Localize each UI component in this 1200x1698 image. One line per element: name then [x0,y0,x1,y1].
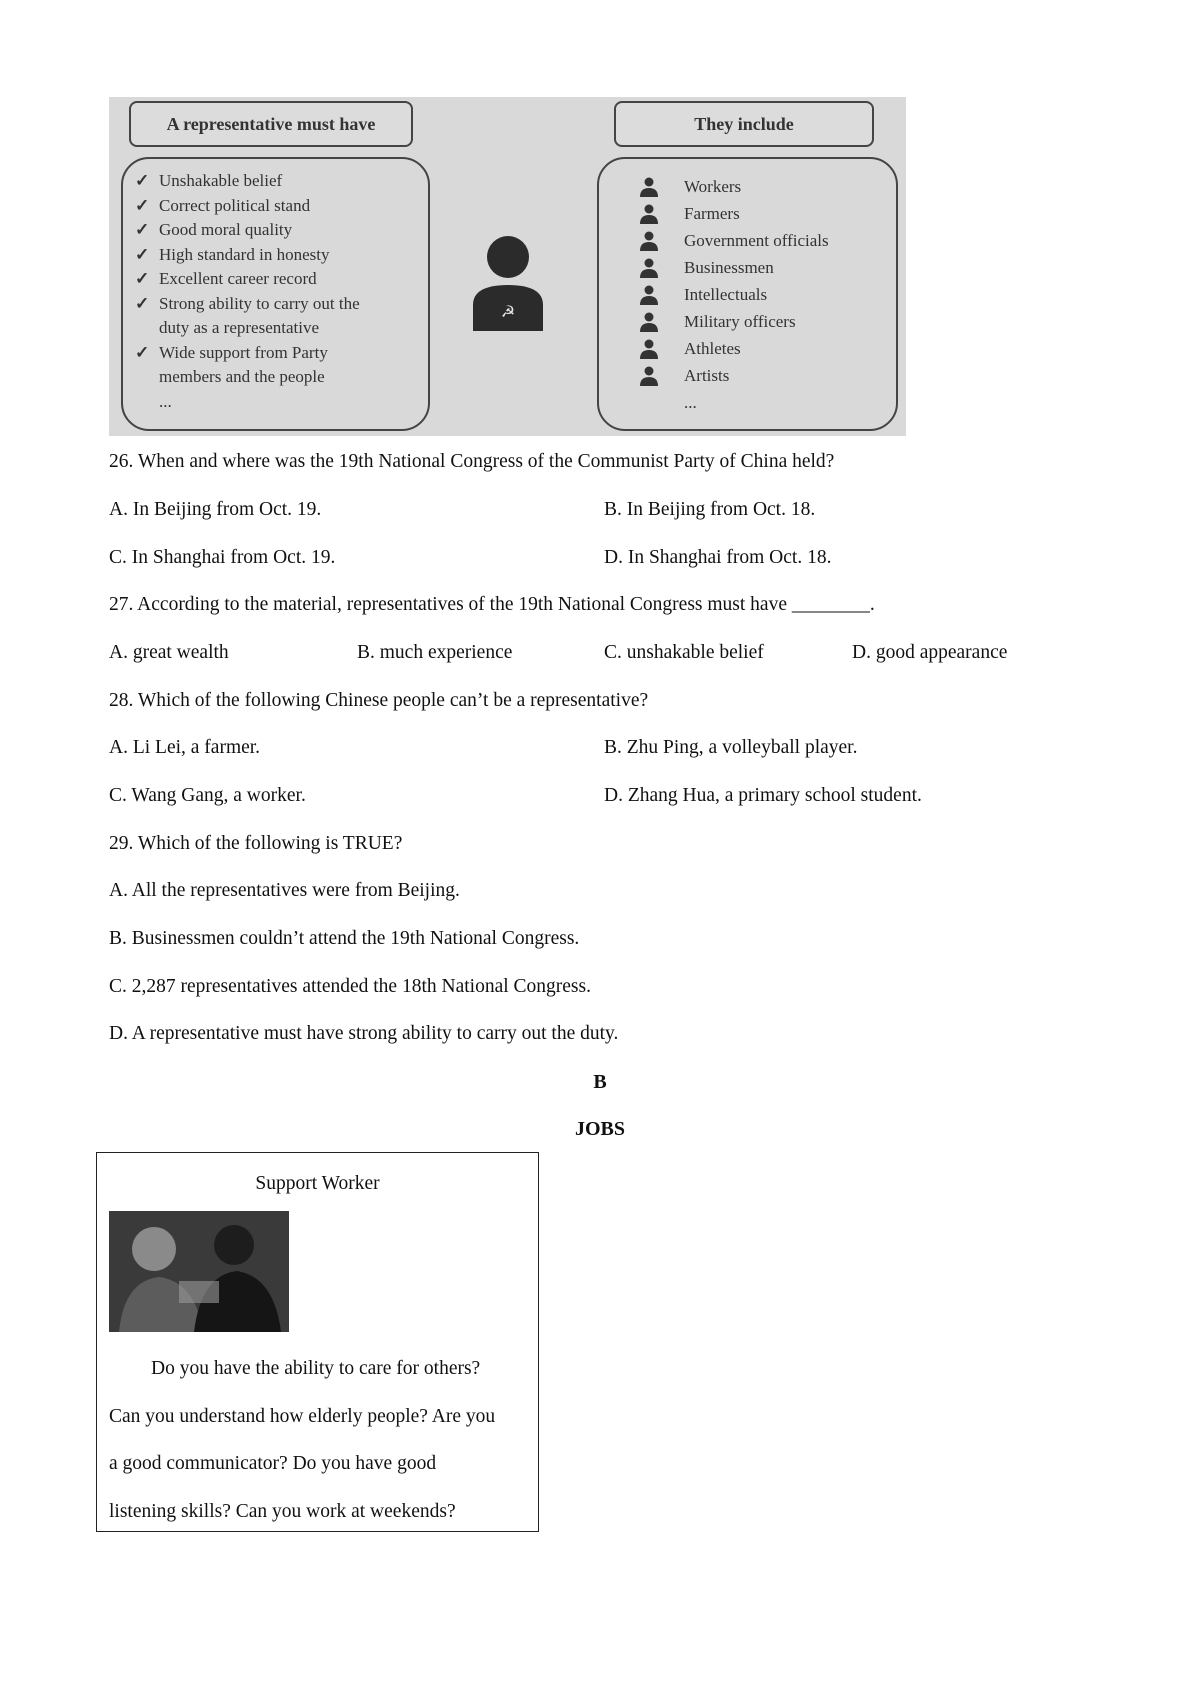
include-item: Farmers [624,200,829,227]
svg-text:☭: ☭ [500,302,516,321]
job-title: Support Worker [255,1173,380,1194]
option-26-d: D. In Shanghai from Oct. 18. [604,547,832,568]
person-icon [638,312,660,332]
section-letter: B [593,1071,607,1093]
include-title: They include [614,101,874,147]
option-26-a: A. In Beijing from Oct. 19. [109,499,322,520]
question-26: 26. When and where was the 19th National Congress of the Communist Party of China held? [109,451,835,472]
check-icon: ✓ [135,293,150,313]
question-29: 29. Which of the following is TRUE? [109,833,403,854]
option-29-d: D. A representative must have strong ability to carry out the duty. [109,1023,619,1044]
requirement-ellipsis: ... [159,391,172,411]
include-item: Athletes [624,335,829,362]
question-27: 27. According to the material, representatives of the 19th National Congress must have ________. [109,594,875,615]
check-icon: ✓ [135,244,150,264]
person-icon [638,231,660,251]
option-28-d: D. Zhang Hua, a primary school student. [604,785,922,806]
infographic [109,97,906,436]
requirement-item: ✓ High standard in honesty [135,243,360,268]
person-icon [638,204,660,224]
requirement-item: ✓ Unshakable belief [135,169,360,194]
requirement-item: ✓ Strong ability to carry out the [135,292,360,317]
person-icon [638,339,660,359]
option-29-a: A. All the representatives were from Beijing. [109,880,460,901]
person-icon [638,177,660,197]
job-card [96,1152,539,1532]
include-item: Businessmen [624,254,829,281]
option-26-c: C. In Shanghai from Oct. 19. [109,547,336,568]
job-description [109,1345,529,1535]
check-icon: ✓ [135,342,150,362]
option-28-a: A. Li Lei, a farmer. [109,737,261,758]
requirement-item: ✓ Excellent career record [135,267,360,292]
question-28: 28. Which of the following Chinese people can’t be a representative? [109,690,649,711]
requirement-item: ✓ Correct political stand [135,194,360,219]
check-icon: ✓ [135,269,150,288]
include-ellipsis: ... [684,393,697,412]
check-icon: ✓ [135,220,150,239]
option-27-b: B. much experience [357,642,513,663]
include-item: Workers [624,173,829,200]
requirement-item-continued: duty as a representative [159,318,320,337]
job-text-line: a good communicator? Do you have good [109,1453,437,1474]
section-title: JOBS [574,1118,626,1140]
requirements-list [135,169,360,414]
option-28-c: C. Wang Gang, a worker. [109,785,306,806]
person-icon [638,366,660,386]
include-item: Government officials [624,227,829,254]
check-icon: ✓ [135,195,150,215]
requirements-title: A representative must have [129,101,413,147]
person-icon [638,285,660,305]
option-28-b: B. Zhu Ping, a volleyball player. [604,737,858,758]
include-list [624,173,829,416]
option-27-a: A. great wealth [109,642,229,663]
requirement-item-continued: members and the people [159,367,325,386]
include-item: Military officers [624,308,829,335]
option-27-c: C. unshakable belief [604,642,764,663]
check-icon: ✓ [135,171,150,190]
job-text-line: Can you understand how elderly people? Are you [109,1405,496,1427]
include-item: Artists [624,362,829,389]
option-27-d: D. good appearance [852,642,1008,663]
option-29-c: C. 2,287 representatives attended the 18th National Congress. [109,976,591,997]
job-text-line: Do you have the ability to care for others? [151,1358,481,1379]
person-icon [638,258,660,278]
option-26-b: B. In Beijing from Oct. 18. [604,499,816,520]
option-29-b: B. Businessmen couldn’t attend the 19th National Congress. [109,928,580,949]
requirement-item: ✓ Good moral quality [135,218,360,243]
job-photo [109,1211,289,1332]
job-text-line: listening skills? Can you work at weekends? [109,1500,456,1522]
party-member-avatar-icon [471,235,545,331]
requirement-item: ✓ Wide support from Party [135,341,360,366]
include-item: Intellectuals [624,281,829,308]
